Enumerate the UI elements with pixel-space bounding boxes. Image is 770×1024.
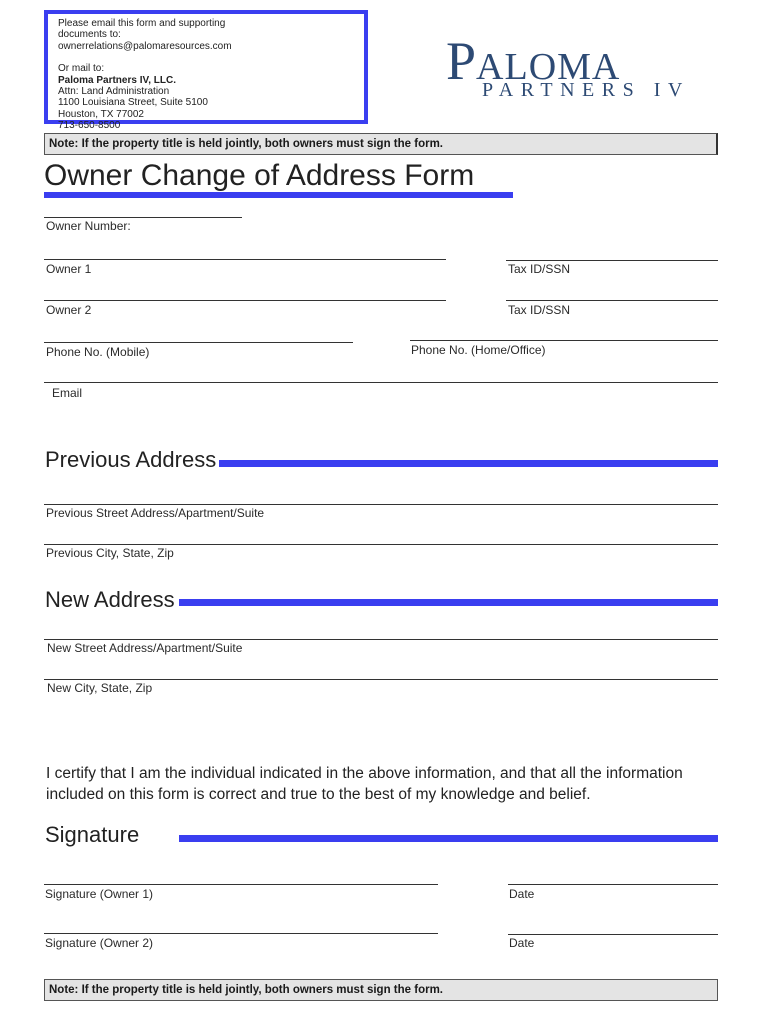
date1-label: Date	[509, 887, 535, 901]
previous-city-line[interactable]	[44, 544, 718, 545]
new-street-line[interactable]	[44, 639, 718, 640]
street-line: 1100 Louisiana Street, Suite 5100	[58, 97, 208, 109]
contact-line-1: Please email this form and supporting	[58, 18, 226, 29]
contact-line-2: documents to:	[58, 29, 121, 41]
signature-owner1-label: Signature (Owner 1)	[45, 887, 154, 901]
note-banner-bottom: Note: If the property title is held jointly, both owners must sign the form.	[44, 979, 718, 1001]
form-title: Owner Change of Address Form	[44, 159, 475, 192]
new-street-label: New Street Address/Apartment/Suite	[47, 641, 243, 655]
phone-mobile-label: Phone No. (Mobile)	[46, 345, 150, 359]
note-banner-top: Note: If the property title is held jointly, both owners must sign the form.	[44, 133, 718, 155]
paloma-logo	[446, 31, 690, 104]
signature-heading: Signature	[45, 822, 140, 847]
new-city-label: New City, State, Zip	[47, 681, 153, 695]
previous-street-line[interactable]	[44, 504, 718, 505]
date1-line[interactable]	[508, 884, 718, 885]
signature-owner1-line[interactable]	[44, 884, 438, 885]
logo-first-letter: P	[446, 31, 477, 91]
owner2-line[interactable]	[44, 300, 446, 301]
date2-line[interactable]	[508, 934, 718, 935]
city-line: Houston, TX 77002	[58, 108, 144, 120]
tax-id-2-label: Tax ID/SSN	[508, 303, 571, 317]
owner-number-label: Owner Number:	[46, 219, 131, 233]
title-underline	[44, 192, 513, 198]
phone-line: 713-650-8500	[58, 120, 121, 132]
attn-line: Attn: Land Administration	[58, 86, 170, 98]
spacer	[58, 52, 232, 63]
previous-city-label: Previous City, State, Zip	[46, 546, 174, 560]
contact-info	[58, 18, 232, 132]
phone-mobile-line[interactable]	[44, 342, 353, 343]
tax-id-1-label: Tax ID/SSN	[508, 262, 571, 276]
new-address-heading: New Address	[45, 587, 175, 612]
owner-number-line[interactable]	[44, 217, 242, 218]
contact-box	[44, 10, 368, 132]
mail-intro: Or mail to:	[58, 63, 105, 75]
owner1-label: Owner 1	[46, 262, 92, 276]
previous-address-bar	[219, 460, 718, 467]
signature-owner2-label: Signature (Owner 2)	[45, 936, 154, 950]
company-name: Paloma Partners IV, LLC.	[58, 74, 177, 86]
email-label: Email	[52, 386, 83, 400]
previous-street-label: Previous Street Address/Apartment/Suite	[46, 506, 265, 520]
owner2-label: Owner 2	[46, 303, 92, 317]
tax-id-2-line[interactable]	[506, 300, 718, 301]
certification-text: I certify that I am the individual indicated in the above information, and that all the information included on this form is correct and true to the best of my knowledge and belief.	[46, 765, 683, 803]
tax-id-1-line[interactable]	[506, 260, 718, 261]
email-line[interactable]	[44, 382, 718, 383]
contact-email[interactable]: ownerrelations@palomaresources.com	[58, 40, 232, 52]
date2-label: Date	[509, 936, 535, 950]
owner1-line[interactable]	[44, 259, 446, 260]
new-address-bar	[179, 599, 718, 606]
logo-rest: ALOMA	[476, 46, 621, 88]
new-city-line[interactable]	[44, 679, 718, 680]
phone-home-label: Phone No. (Home/Office)	[411, 343, 546, 357]
phone-home-line[interactable]	[410, 340, 718, 341]
previous-address-heading: Previous Address	[45, 447, 217, 472]
signature-bar	[179, 835, 718, 842]
logo-subtitle: PARTNERS IV	[482, 79, 690, 101]
signature-owner2-line[interactable]	[44, 933, 438, 934]
